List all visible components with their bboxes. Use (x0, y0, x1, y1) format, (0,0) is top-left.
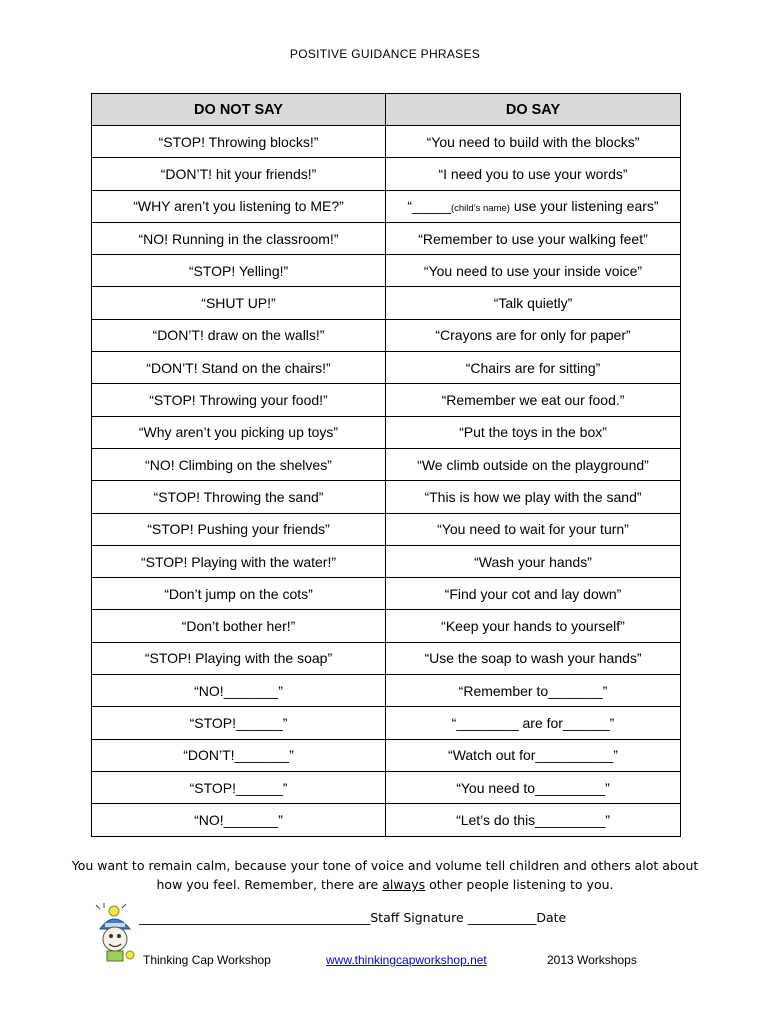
table-row (92, 545, 681, 577)
table-row (92, 287, 681, 319)
do-say-cell: “________ are for______” (386, 707, 681, 739)
do-not-say-cell: “STOP! Yelling!” (92, 255, 386, 287)
table-row (92, 352, 681, 384)
do-say-cell: “Remember to use your walking feet” (386, 222, 681, 254)
do-not-say-cell: “DON’T! Stand on the chairs!” (92, 352, 386, 384)
table-row (92, 481, 681, 513)
table-header-row (92, 94, 681, 126)
do-say-cell: “Put the toys in the box” (386, 416, 681, 448)
page-title: POSITIVE GUIDANCE PHRASES (289, 47, 481, 61)
calm-note (60, 856, 710, 894)
header-do-say: DO SAY (386, 94, 681, 126)
do-not-say-cell: “NO!_______” (92, 804, 386, 836)
table-row (92, 771, 681, 803)
do-say-cell: “Find your cot and lay down” (386, 578, 681, 610)
do-say-cell: “You need to_________” (386, 771, 681, 803)
table-row (92, 190, 681, 222)
do-say-cell: “Talk quietly” (386, 287, 681, 319)
signature-line: _____________________________________Staff Signature ___________Date (139, 910, 567, 925)
do-not-say-cell: “Why aren’t you picking up toys” (92, 416, 386, 448)
footer-website-link[interactable]: www.thinkingcapworkshop.net (326, 953, 487, 967)
note-emphasis: always (382, 877, 426, 892)
table-row (92, 707, 681, 739)
table-row (92, 578, 681, 610)
cell-suffix: use your listening ears” (509, 198, 659, 215)
do-say-cell: “You need to wait for your turn” (386, 513, 681, 545)
table-row (92, 513, 681, 545)
footer-year: 2013 Workshops (547, 953, 637, 967)
do-say-cell: “You need to build with the blocks” (386, 126, 681, 158)
do-say-cell: “You need to use your inside voice” (386, 255, 681, 287)
do-say-cell: “Crayons are for only for paper” (386, 319, 681, 351)
do-say-cell: “I need you to use your words” (386, 158, 681, 190)
header-do-not-say: DO NOT SAY (92, 94, 386, 126)
do-say-cell: “Use the soap to wash your hands” (386, 642, 681, 674)
do-not-say-cell: “STOP! Playing with the soap” (92, 642, 386, 674)
table-row (92, 675, 681, 707)
do-not-say-cell: “STOP!______” (92, 707, 386, 739)
guidance-table (91, 93, 681, 837)
do-not-say-cell: “STOP! Throwing your food!” (92, 384, 386, 416)
do-not-say-cell: “DON’T! hit your friends!” (92, 158, 386, 190)
do-not-say-cell: “DON’T! draw on the walls!” (92, 319, 386, 351)
do-not-say-cell: “STOP! Playing with the water!” (92, 545, 386, 577)
cell-prefix: “_____ (407, 198, 451, 215)
do-say-cell: “Remember we eat our food.” (386, 384, 681, 416)
table-row (92, 384, 681, 416)
do-not-say-cell: “WHY aren’t you listening to ME?” (92, 190, 386, 222)
table-row (92, 222, 681, 254)
do-say-cell (386, 190, 681, 222)
table-row (92, 126, 681, 158)
do-say-cell: “Watch out for__________” (386, 739, 681, 771)
table-row (92, 416, 681, 448)
table-row (92, 448, 681, 480)
table-row (92, 642, 681, 674)
do-not-say-cell: “STOP!______” (92, 771, 386, 803)
do-not-say-cell: “DON’T!_______” (92, 739, 386, 771)
do-not-say-cell: “NO!_______” (92, 675, 386, 707)
do-say-cell: “Let’s do this_________” (386, 804, 681, 836)
do-not-say-cell: “STOP! Throwing blocks!” (92, 126, 386, 158)
thinking-cap-logo (92, 903, 137, 965)
do-not-say-cell: “Don’t bother her!” (92, 610, 386, 642)
table-body (92, 126, 681, 837)
do-not-say-cell: “SHUT UP!” (92, 287, 386, 319)
table-row (92, 739, 681, 771)
table-row (92, 319, 681, 351)
do-not-say-cell: “STOP! Throwing the sand” (92, 481, 386, 513)
do-say-cell: “We climb outside on the playground” (386, 448, 681, 480)
do-not-say-cell: “Don’t jump on the cots” (92, 578, 386, 610)
note-text-after: other people listening to you. (425, 877, 614, 892)
do-say-cell: “Wash your hands” (386, 545, 681, 577)
table-row (92, 158, 681, 190)
childs-name-placeholder: (child’s name) (450, 203, 510, 215)
table-row (92, 804, 681, 836)
do-not-say-cell: “NO! Running in the classroom!” (92, 222, 386, 254)
do-say-cell: “This is how we play with the sand” (386, 481, 681, 513)
footer-organization: Thinking Cap Workshop (143, 953, 271, 967)
do-say-cell: “Remember to_______” (386, 675, 681, 707)
do-not-say-cell: “STOP! Pushing your friends” (92, 513, 386, 545)
table-row (92, 610, 681, 642)
table-row (92, 255, 681, 287)
do-say-cell: “Keep your hands to yourself” (386, 610, 681, 642)
note-text-before: You want to remain calm, because your tone of voice and volume tell children and others alot about how you feel. Remember, there are (71, 858, 699, 892)
do-say-cell: “Chairs are for sitting” (386, 352, 681, 384)
do-not-say-cell: “NO! Climbing on the shelves” (92, 448, 386, 480)
